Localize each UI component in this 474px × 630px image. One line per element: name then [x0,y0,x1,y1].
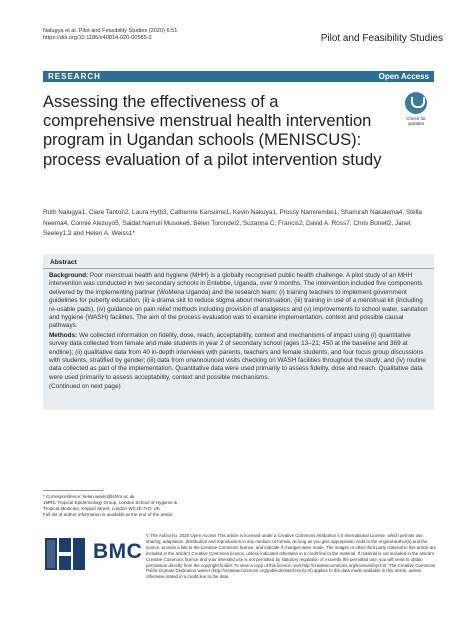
badge-line-1: Check for [406,116,426,121]
section-label: RESEARCH [48,72,101,81]
methods-label: Methods: [49,331,78,339]
background-label: Background: [49,272,89,279]
bmc-logo-icon [43,534,89,574]
continued-note: (Continued on next page) [49,383,121,391]
author-info-note: Full list of author information is available at the end of the article [43,512,173,518]
publisher-name: BMC [93,540,143,563]
article-title: Assessing the effectiveness of a comprehensive menstrual health intervention program in Ugandan schools (MENISCUS): process evaluation of a pilot intervention study [43,93,382,169]
abstract-divider [43,268,434,269]
citation-line-1: Nalugya et al. Pilot and Feasibility Studies (2020) 6:51 [43,28,178,34]
license-text: © The Author(s). 2020 Open Access This article is licensed under a Creative Commons Attribution 4.0 International License, which permits use, sharing, adaptation, distribution and reproduction in any medium or format, as long as you give appropriate credit to the original author(s) and the source, provide a link to the Creative Commons licence, and indicate if changes were made. The images or other third party material in this article are included in the article's Creative Commons licence, unless indicated otherwise in a credit line to the material. If material is not included in the article's Creative Commons licence and your intended use is not permitted by statutory regulation or exceeds the permitted use, you will need to obtain permission directly from the copyright holder. To view a copy of this licence, visit http://creativecommons.org/licenses/by/4.0/. The Creative Commons Public Domain Dedication waiver (http://creativecommons.org/publicdomain/zero/1.0/) applies to the data made available in this article, unless otherwise stated in a credit line to the data. [146,533,437,580]
abstract-box [43,254,434,410]
doi-link[interactable]: https://doi.org/10.1186/s40814-020-00585-2 [43,35,152,41]
badge-line-2: updates [407,121,425,126]
methods-text: We collected information on fidelity, dose, reach, acceptability, context and mechanisms of impact using (i) quantitative survey data collected from female and male students in year 2 of secondary school (ages 13–21; 450 at the baseline and 369 at endline); (ii) qualitative data from 40 in-depth interviews with parents, teachers and female students, and four focus group discussions with students, stratified by gender; (iii) data from unannounced visits checking on WASH facilities throughout the study; and (iv) routine data collected as part of the implementation. Quantitative data were used primarily to assess fidelity, dose and reach. Qualitative data were used primarily to assess acceptability, context and possible mechanisms. [49,331,427,381]
footnote-rule [43,490,103,491]
abstract-heading: Abstract [50,259,77,266]
affiliation: 1MRC Tropical Epidemiology Group, London School of Hygiene & Tropical Medicine, Keppel Street, London WC1E 7HT, UK [43,500,178,512]
abstract-background [43,272,434,331]
check-for-updates-icon [405,92,427,114]
bmc-logo [43,534,143,574]
abstract-methods [43,332,434,382]
citation-header [43,28,177,42]
check-for-updates-badge[interactable] [400,92,432,126]
section-bar [43,71,434,82]
correspondence: * Correspondence: helen.weiss@lshtm.ac.uk [43,494,135,499]
journal-name: Pilot and Feasibility Studies [320,33,443,44]
open-access-label: Open Access [378,72,429,81]
footnotes [43,490,193,518]
background-text: Poor menstrual health and hygiene (MHH) is a globally recognised public health challenge. A pilot study of an MHH intervention was conducted in two secondary schools in Entebbe, Uganda, over 9 months. The intervention included five components delivered by the implementing partner (WoMena Uganda) and the research team: (i) training teachers to implement government guidelines for puberty education, (ii) a drama skit to reduce stigma about menstruation, (iii) training in use of a menstrual kit (including re-usable pads), (iv) guidance on pain relief methods including provision of analgesics and (v) improvements to school water, sanitation and hygiene (WASH) facilities. The aim of the process evaluation was to examine implementation, context and possible causal pathways. [49,272,428,330]
author-list: Ruth Nalugya1, Clare Tanton2, Laura Hytti3, Catherine Kansiime1, Kevin Nakuya1, Prossy Namirembe1, Shamirah Nakalema4, Stella Neema4, Connie Alezuyo5, Saidat Namuli Musoke6, Belen Torondel2, Suzanna C. Francis2, David A. Ross7, Chris Bonell2, Janet Seeley1,2 and Helen A. Weiss1* [43,209,422,237]
